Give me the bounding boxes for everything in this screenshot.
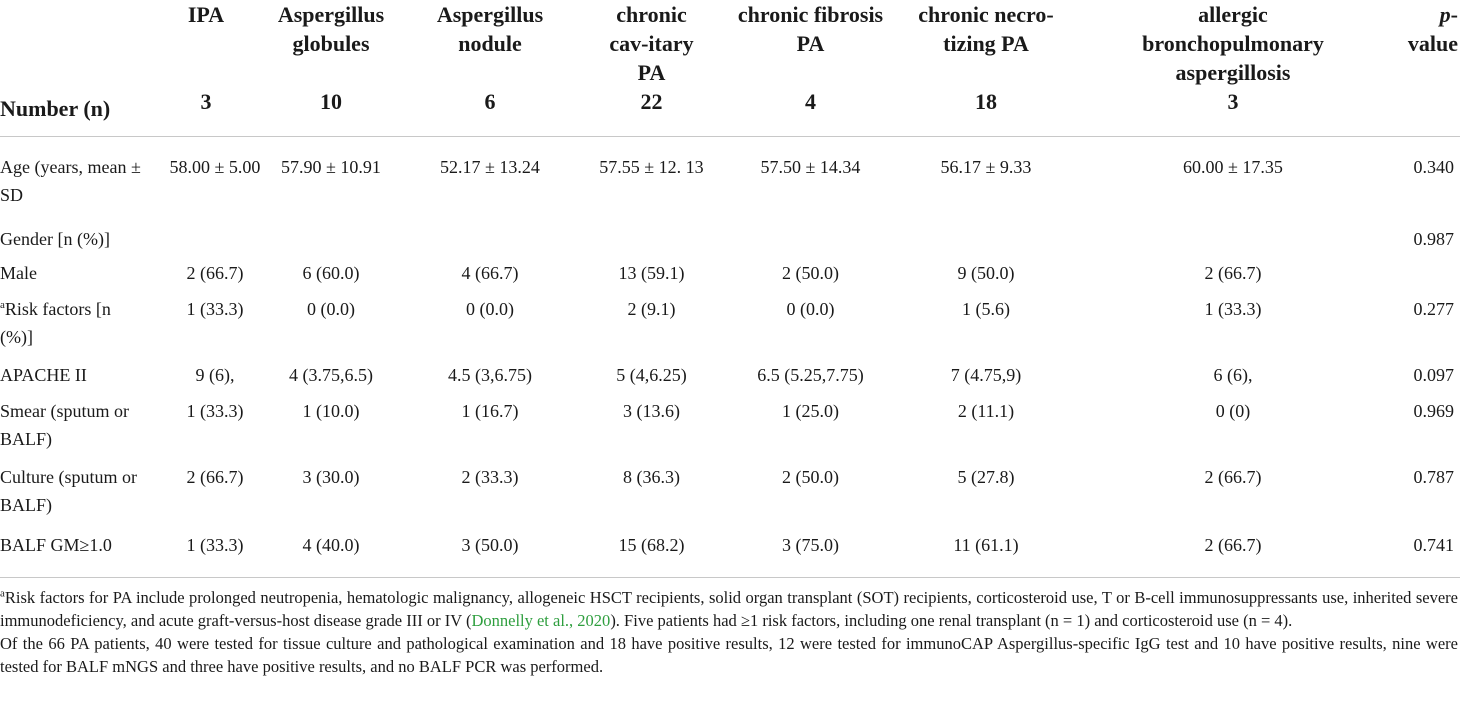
table-cell: 1 (25.0) xyxy=(782,401,839,421)
column-header: allergic bronchopulmonary aspergillosis 3 xyxy=(1142,2,1324,114)
row-label: Male xyxy=(0,263,37,283)
pvalue-italic: p xyxy=(1439,2,1451,27)
pvalue-cell: 0.097 xyxy=(1413,365,1454,385)
column-header: Aspergillus nodule 6 xyxy=(436,2,544,114)
pvalue-cell: 0.277 xyxy=(1413,299,1454,319)
table-cell: 60.00 ± 17.35 xyxy=(1183,157,1283,177)
table-cell: 56.17 ± 9.33 xyxy=(940,157,1032,177)
pvalue-header: p-value xyxy=(1407,2,1458,56)
table-cell: 6 (60.0) xyxy=(302,263,360,283)
table-cell xyxy=(150,225,262,259)
table-cell: 57.50 ± 14.34 xyxy=(760,157,861,177)
table-cell xyxy=(400,225,580,259)
table-cell xyxy=(723,225,898,259)
header-row xyxy=(0,0,1460,128)
table-cell: 57.90 ± 10.91 xyxy=(281,157,381,177)
table-cell xyxy=(898,225,1074,259)
column-header: IPA 3 xyxy=(187,2,225,114)
table-cell: 0 (0.0) xyxy=(466,299,514,319)
table-row xyxy=(0,531,1460,571)
table-body xyxy=(0,128,1460,571)
row-label: Age (years, mean ± SD xyxy=(0,157,141,205)
table-cell: 3 (50.0) xyxy=(461,535,519,555)
table-cell: 1 (33.3) xyxy=(186,535,244,555)
spacer-cell xyxy=(0,128,1460,153)
table-cell: 1 (10.0) xyxy=(302,401,360,421)
table-cell: 5 (27.8) xyxy=(957,467,1015,487)
footnotes xyxy=(0,586,1458,678)
body-rule xyxy=(0,577,1460,578)
header-rule xyxy=(0,136,1460,137)
table-cell: 2 (66.7) xyxy=(186,263,244,283)
table-cell: 9 (50.0) xyxy=(957,263,1015,283)
column-header: chronic fibrosis PA 4 xyxy=(737,2,884,114)
row-label: Smear (sputum or BALF) xyxy=(0,401,129,449)
table-cell: 4.5 (3,6.75) xyxy=(448,365,532,385)
pvalue-cell: 0.787 xyxy=(1413,467,1454,487)
table-cell: 9 (6), xyxy=(195,365,235,385)
row-label: BALF GM≥1.0 xyxy=(0,535,112,555)
table-cell: 1 (33.3) xyxy=(1204,299,1262,319)
table-cell: 3 (13.6) xyxy=(623,401,680,421)
table-cell: 0 (0.0) xyxy=(786,299,835,319)
pvalue-cell: 0.340 xyxy=(1413,157,1454,177)
table-cell: 52.17 ± 13.24 xyxy=(440,157,540,177)
table-cell: 3 (30.0) xyxy=(302,467,360,487)
table-cell: 2 (11.1) xyxy=(957,401,1015,421)
pvalue-cell xyxy=(1392,259,1460,295)
table-cell: 3 (75.0) xyxy=(782,535,839,555)
row-label: APACHE II xyxy=(0,365,87,385)
table-cell: 5 (4,6.25) xyxy=(616,365,687,385)
row-label: Gender [n (%)] xyxy=(0,229,110,249)
table-cell: 13 (59.1) xyxy=(618,263,685,283)
footnote-b: Of the 66 PA patients, 40 were tested for tissue culture and pathological examination and 18 have positive results, 12 were tested for immunoCAP Aspergillus-specific IgG test and 10 have positive results, nine were tested for BALF mNGS and three have positive results, and no BALF PCR was performed. xyxy=(0,634,1458,676)
row-label: Culture (sputum or BALF) xyxy=(0,467,137,515)
table-cell: 57.55 ± 12. 13 xyxy=(599,157,704,177)
citation-link[interactable]: Donnelly et al., 2020 xyxy=(471,611,611,630)
pvalue-cell: 0.741 xyxy=(1413,535,1454,555)
number-header: Number (n) xyxy=(0,96,111,121)
table-cell: 0 (0) xyxy=(1215,401,1251,421)
table-cell: 15 (68.2) xyxy=(618,535,685,555)
table-cell: 6 (6), xyxy=(1213,365,1253,385)
table-cell: 2 (66.7) xyxy=(1204,263,1262,283)
table-cell: 0 (0.0) xyxy=(307,299,355,319)
table-cell: 11 (61.1) xyxy=(953,535,1019,555)
table-cell xyxy=(1074,225,1392,259)
table-cell: 1 (33.3) xyxy=(186,401,244,421)
table-cell: 1 (5.6) xyxy=(962,299,1010,319)
table-cell: 4 (66.7) xyxy=(461,263,519,283)
column-header: chronic necro-tizing PA 18 xyxy=(918,2,1054,114)
table-cell: 2 (33.3) xyxy=(461,467,519,487)
pvalue-cell: 0.969 xyxy=(1413,401,1454,421)
table-cell: 4 (40.0) xyxy=(302,535,360,555)
table-cell: 1 (33.3) xyxy=(186,299,244,319)
table-cell: 2 (66.7) xyxy=(1204,467,1262,487)
column-header: Aspergillus globules 10 xyxy=(277,2,385,114)
table-cell xyxy=(262,225,400,259)
table-row xyxy=(0,361,1460,397)
footnote-a: $^a$Risk factors for PA include prolonged neutropenia, hematologic malignancy, allogeneic HSCT recipients, solid organ transplant (SOT) recipients, corticosteroid use, T or B-cell immunosuppressants use, inherited severe immunodeficiency, and acute graft-versus-host disease grade III or IV (Donnelly et al., 2020). Five patients had ≥1 risk factors, including one renal transplant (n = 1) and corticosteroid use (n = 4). xyxy=(0,587,1458,630)
table-cell: 8 (36.3) xyxy=(623,467,680,487)
table-cell: 2 (66.7) xyxy=(186,467,244,487)
table-cell: 2 (9.1) xyxy=(627,299,676,319)
table-row xyxy=(0,295,1460,361)
table-cell: 1 (16.7) xyxy=(461,401,519,421)
column-header: chronic cav-itary PA 22 xyxy=(609,2,694,114)
table-cell: 58.00 ± 5.00 xyxy=(169,157,261,177)
table-cell: 2 (66.7) xyxy=(1204,535,1262,555)
table-cell: 2 (50.0) xyxy=(782,263,839,283)
table-row xyxy=(0,153,1460,225)
header-spacer xyxy=(0,128,1460,153)
table-row xyxy=(0,259,1460,295)
table-cell xyxy=(580,225,723,259)
table-cell: 7 (4.75,9) xyxy=(950,365,1022,385)
table-cell: 6.5 (5.25,7.75) xyxy=(757,365,864,385)
table-row xyxy=(0,397,1460,463)
row-label: $^a$Risk factors [n (%)] xyxy=(0,299,111,347)
table-row xyxy=(0,463,1460,531)
table-cell: 2 (50.0) xyxy=(782,467,839,487)
table-row xyxy=(0,225,1460,259)
pvalue-cell: 0.987 xyxy=(1413,229,1454,249)
table-cell: 4 (3.75,6.5) xyxy=(289,365,373,385)
